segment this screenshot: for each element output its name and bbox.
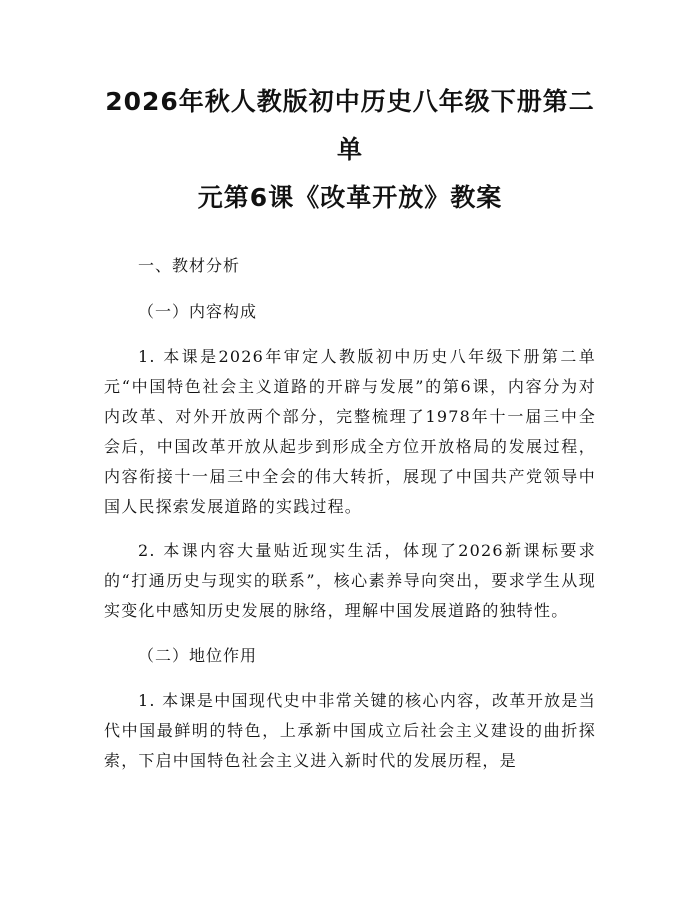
document-title bbox=[104, 78, 596, 222]
paragraph-content-1: 1. 本课是2026年审定人教版初中历史八年级下册第二单元“中国特色社会主义道路的开辟与发展”的第6课，内容分为对内改革、对外开放两个部分，完整梳理了1978年十一届三中全会后，中国改革开放从起步到形成全方位开放格局的发展过程，内容衔接十一届三中全会的伟大转折，展现了中国共产党领导中国人民探索发展道路的实践过程。 bbox=[104, 347, 596, 516]
subsection-heading-position-role: （二）地位作用 bbox=[138, 646, 258, 665]
section-heading-textbook-analysis: 一、教材分析 bbox=[138, 256, 241, 275]
paragraph-content-2: 2. 本课内容大量贴近现实生活，体现了2026新课标要求的“打通历史与现实的联系”，核心素养导向突出，要求学生从现实变化中感知历史发展的脉络，理解中国发展道路的独特性。 bbox=[104, 541, 596, 620]
document-title-line-2: 元第6课《改革开放》教案 bbox=[197, 183, 503, 212]
subsection-heading-content-composition: （一）内容构成 bbox=[138, 302, 258, 321]
paragraph-position-1: 1. 本课是中国现代史中非常关键的核心内容，改革开放是当代中国最鲜明的特色，上承新中国成立后社会主义建设的曲折探索，下启中国特色社会主义进入新时代的发展历程，是 bbox=[104, 691, 596, 770]
document-title-line-1: 2026年秋人教版初中历史八年级下册第二单 bbox=[105, 87, 595, 164]
